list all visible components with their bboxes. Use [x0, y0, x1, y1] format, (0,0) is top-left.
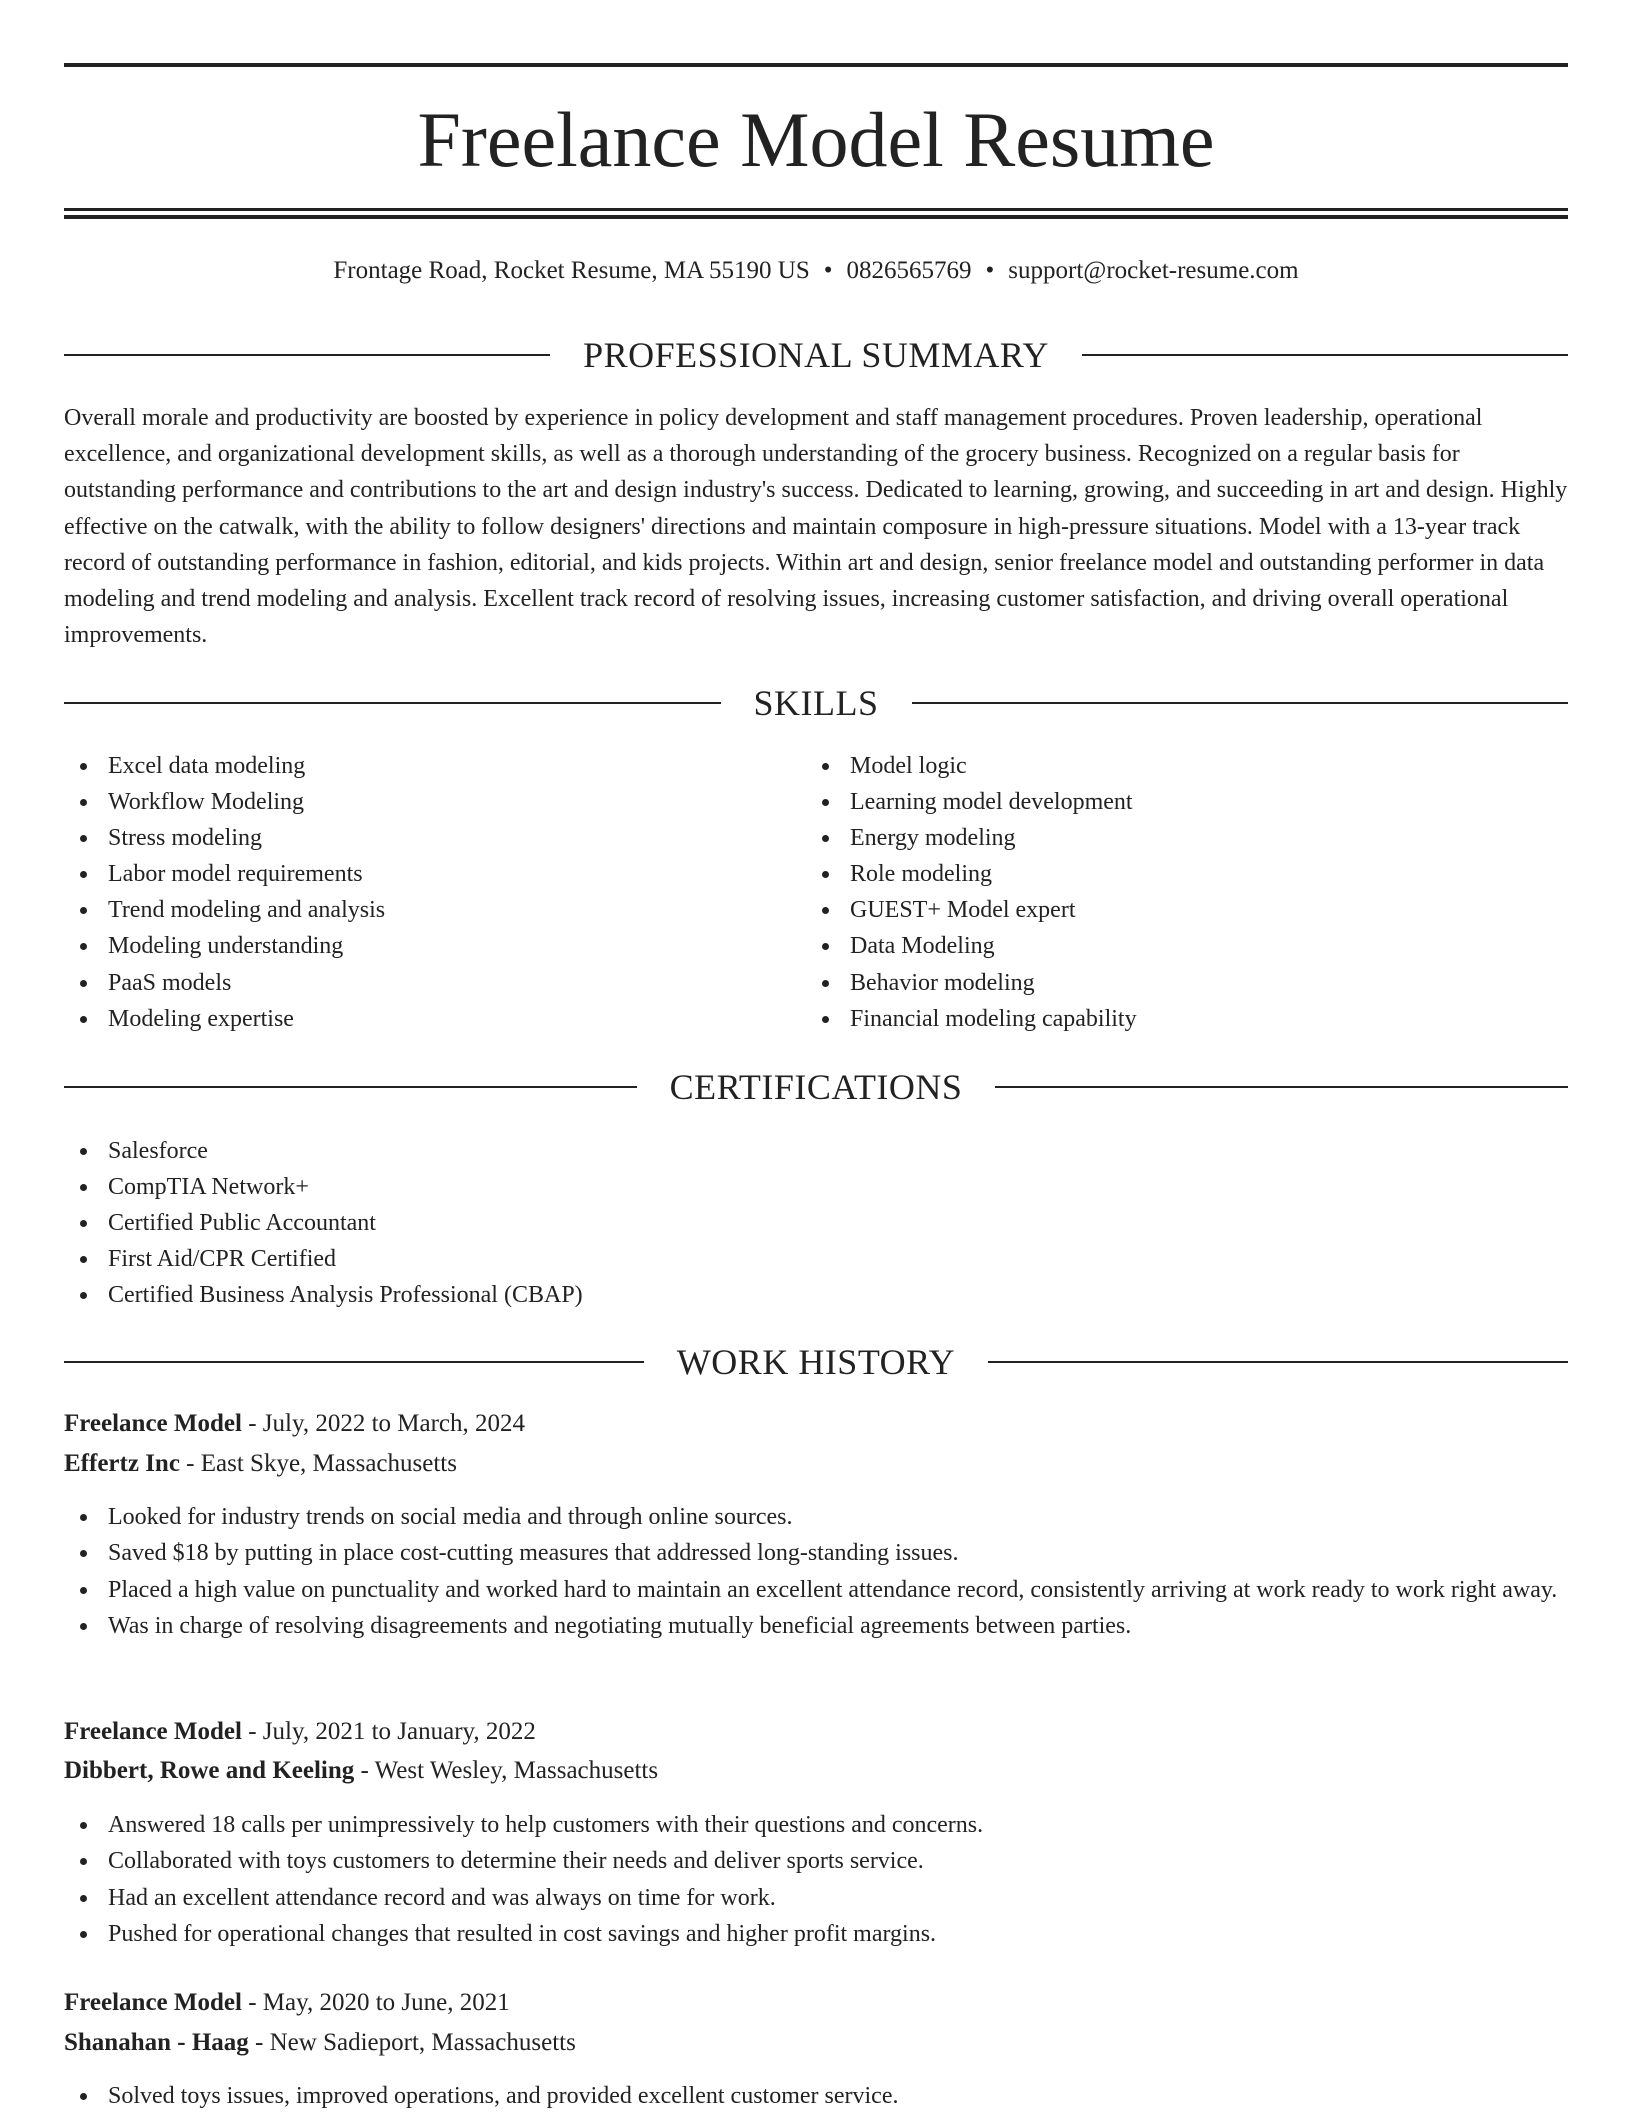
- skill-item: Trend modeling and analysis: [64, 892, 764, 928]
- job-bullets: [64, 1499, 1568, 1644]
- job-dates: - July, 2021 to January, 2022: [241, 1718, 536, 1745]
- skill-item: Excel data modeling: [64, 748, 764, 784]
- skill-item: Energy modeling: [806, 820, 1506, 856]
- job-title: Freelance Model: [64, 1989, 242, 2016]
- contact-email: support@rocket-resume.com: [1008, 257, 1299, 284]
- job-company: Effertz Inc: [64, 1450, 180, 1477]
- skill-item: Model logic: [806, 748, 1506, 784]
- contact-address: Frontage Road, Rocket Resume, MA 55190 US: [333, 257, 810, 284]
- job-bullet: Placed a high value on punctuality and worked hard to maintain an excellent attendance record, consistently arriving at work ready to work right away.: [64, 1572, 1568, 1608]
- certification-item: Salesforce: [64, 1133, 1568, 1169]
- skill-item: Stress modeling: [64, 820, 764, 856]
- certifications-heading-label: CERTIFICATIONS: [669, 1067, 963, 1107]
- job-bullet: Looked for industry trends on social media and through online sources.: [64, 1499, 1568, 1535]
- skills-heading-label: SKILLS: [753, 683, 879, 723]
- job-bullet: Was in charge of resolving disagreements and negotiating mutually beneficial agreements between parties.: [64, 1608, 1568, 1644]
- summary-heading: [64, 333, 1568, 377]
- job-location: - East Skye, Massachusetts: [179, 1450, 457, 1477]
- heading-rule-right: [995, 1086, 1568, 1088]
- heading-rule-left: [64, 1086, 637, 1088]
- skills-list-right: [806, 748, 1506, 1037]
- certification-item: CompTIA Network+: [64, 1169, 1568, 1205]
- skill-item: Workflow Modeling: [64, 784, 764, 820]
- certifications-heading: [64, 1065, 1568, 1109]
- job-title-line: [64, 1406, 1568, 1442]
- title-divider-lower: [64, 215, 1568, 219]
- work-history-heading-label: WORK HISTORY: [676, 1342, 956, 1382]
- top-rule: [64, 63, 1568, 67]
- skill-item: Learning model development: [806, 784, 1506, 820]
- job-bullet: Saved $18 by putting in place cost-cutting measures that addressed long-standing issues.: [64, 1535, 1568, 1571]
- skill-item: Financial modeling capability: [806, 1001, 1506, 1037]
- skill-item: Modeling expertise: [64, 1001, 764, 1037]
- job-bullets: [64, 2078, 1568, 2114]
- job-title-line: [64, 1714, 1568, 1750]
- heading-rule-right: [988, 1361, 1568, 1363]
- resume-title: Freelance Model Resume: [417, 96, 1215, 183]
- heading-rule-left: [64, 1361, 644, 1363]
- title-divider-upper: [64, 208, 1568, 211]
- certification-item: Certified Business Analysis Professional (CBAP): [64, 1277, 1568, 1313]
- skills-list-left: [64, 748, 764, 1037]
- heading-rule-left: [64, 354, 550, 356]
- job-bullets: [64, 1807, 1568, 1952]
- contact-line: [64, 254, 1568, 288]
- heading-rule-right: [1082, 354, 1568, 356]
- job-bullet: Collaborated with toys customers to determine their needs and deliver sports service.: [64, 1843, 1568, 1879]
- job-company: Shanahan - Haag: [64, 2029, 249, 2056]
- skill-item: GUEST+ Model expert: [806, 892, 1506, 928]
- job-bullet: Pushed for operational changes that resulted in cost savings and higher profit margins.: [64, 1916, 1568, 1952]
- skill-item: PaaS models: [64, 965, 764, 1001]
- certification-item: First Aid/CPR Certified: [64, 1241, 1568, 1277]
- skill-item: Data Modeling: [806, 928, 1506, 964]
- job-company-line: [64, 1753, 1568, 1789]
- summary-text: Overall morale and productivity are boosted by experience in policy development and staff management procedures. Proven leadership, operational excellence, and organizational development skills, as well as a thorough understanding of the grocery business. Recognized on a regular basis for outstanding performance and contributions to the art and design industry's success. Dedicated to learning, growing, and succeeding in art and design. Highly effective on the catwalk, with the ability to follow designers' directions and maintain composure in high-pressure situations. Model with a 13-year track record of outstanding performance in fashion, editorial, and kids projects. Within art and design, senior freelance model and outstanding performer in data modeling and trend modeling and analysis. Excellent track record of resolving issues, increasing customer satisfaction, and driving overall operational improvements.: [64, 405, 1568, 649]
- certifications-list: [64, 1133, 1568, 1313]
- job-dates: - July, 2022 to March, 2024: [241, 1410, 526, 1437]
- skill-item: Modeling understanding: [64, 928, 764, 964]
- job-company: Dibbert, Rowe and Keeling: [64, 1757, 355, 1784]
- job-bullet: Had an excellent attendance record and was always on time for work.: [64, 1880, 1568, 1916]
- job-location: - New Sadieport, Massachusetts: [248, 2029, 576, 2056]
- job-company-line: [64, 1446, 1568, 1482]
- skill-item: Behavior modeling: [806, 965, 1506, 1001]
- heading-rule-right: [912, 702, 1569, 704]
- job-bullet: Solved toys issues, improved operations, and provided excellent customer service.: [64, 2078, 1568, 2114]
- skill-item: Role modeling: [806, 856, 1506, 892]
- work-history-heading: [64, 1340, 1568, 1384]
- job-dates: - May, 2020 to June, 2021: [241, 1989, 510, 2016]
- job-title: Freelance Model: [64, 1410, 242, 1437]
- job-company-line: [64, 2025, 1568, 2061]
- summary-heading-label: PROFESSIONAL SUMMARY: [583, 335, 1049, 375]
- contact-separator: •: [823, 257, 833, 284]
- certification-item: Certified Public Accountant: [64, 1205, 1568, 1241]
- job-bullet: Answered 18 calls per unimpressively to help customers with their questions and concerns.: [64, 1807, 1568, 1843]
- heading-rule-left: [64, 702, 721, 704]
- contact-phone: 0826565769: [846, 257, 972, 284]
- contact-separator: •: [985, 257, 995, 284]
- job-title: Freelance Model: [64, 1718, 242, 1745]
- job-location: - West Wesley, Massachusetts: [354, 1757, 659, 1784]
- skill-item: Labor model requirements: [64, 856, 764, 892]
- skills-heading: [64, 681, 1568, 725]
- job-title-line: [64, 1985, 1568, 2021]
